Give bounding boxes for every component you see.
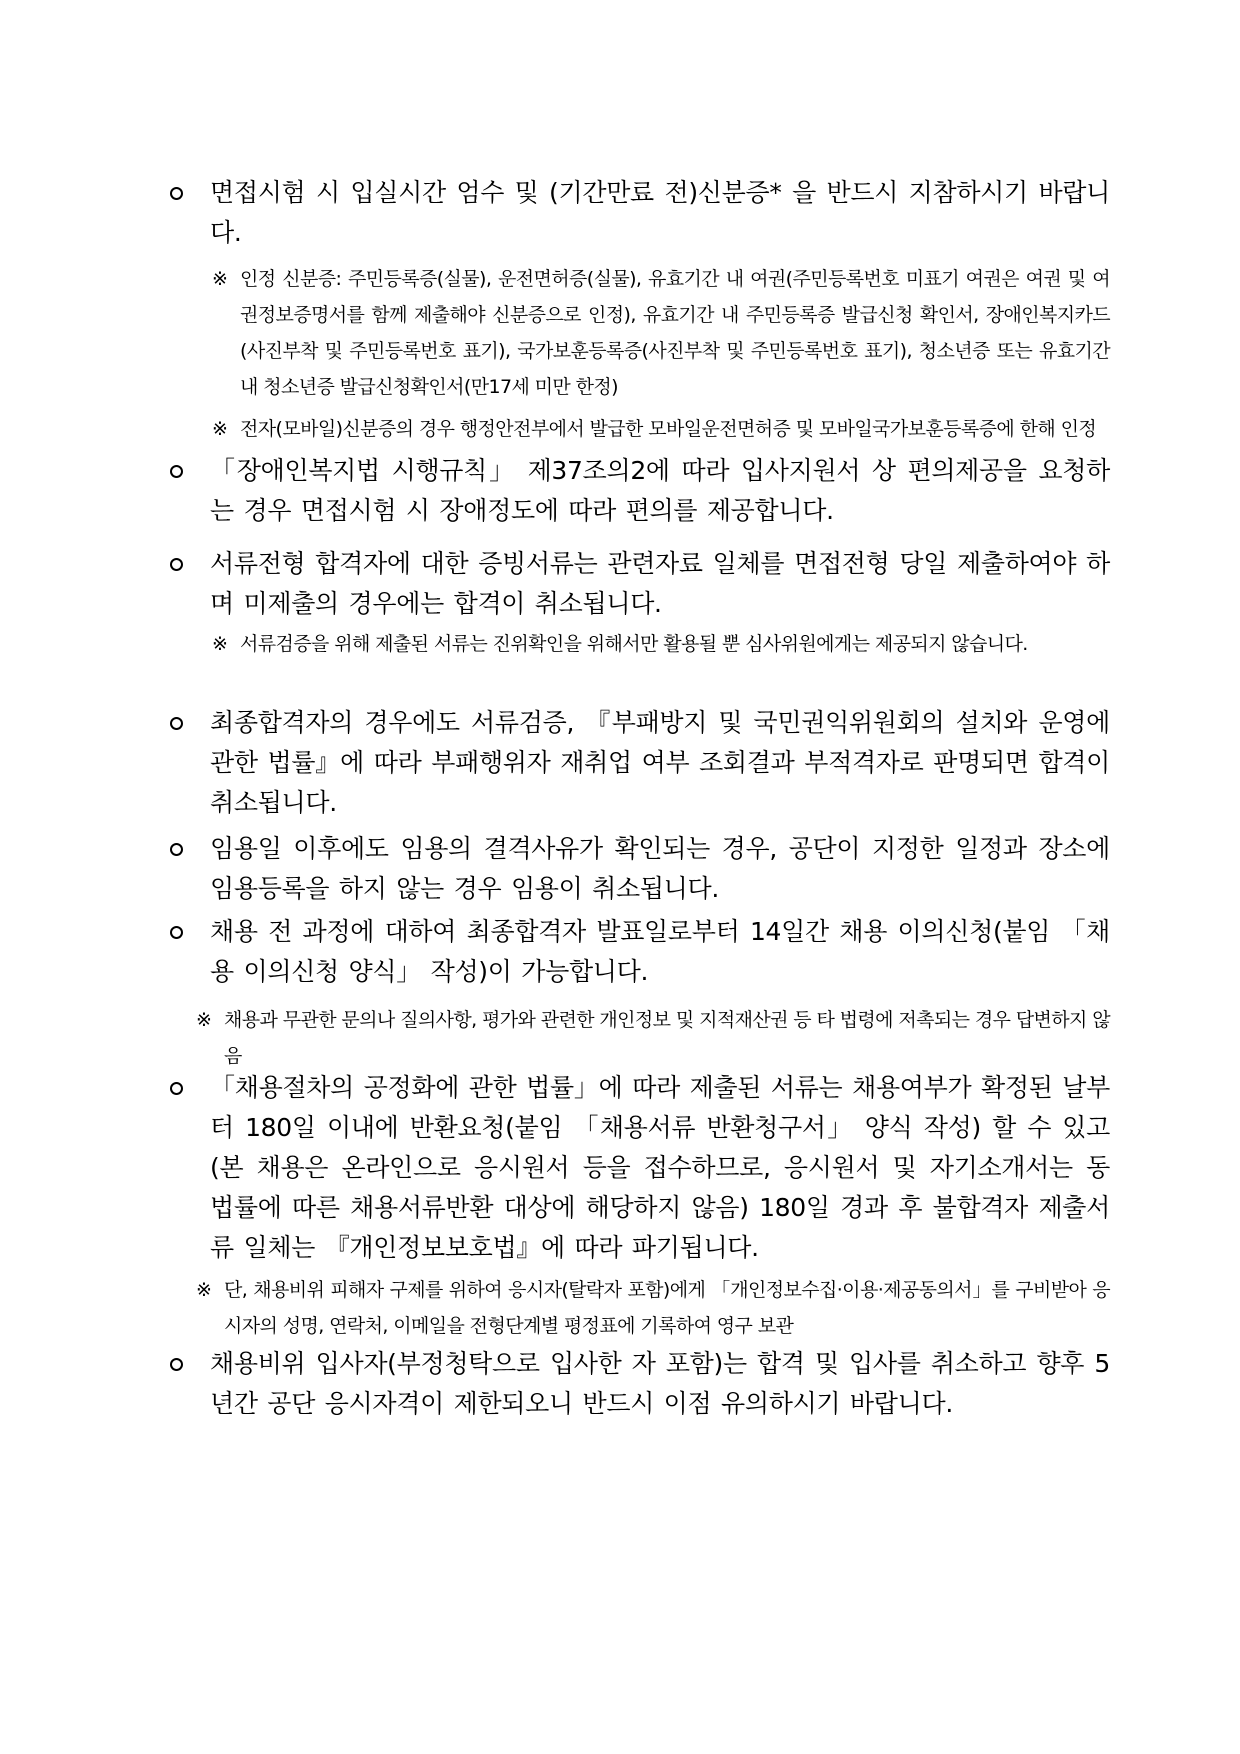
note-text: 채용과 무관한 문의나 질의사항, 평가와 관련한 개인정보 및 지적재산권 등 타 법령에 저촉되는 경우 답변하지 않음 bbox=[224, 1009, 1110, 1067]
note bbox=[196, 1002, 1110, 1074]
list-item bbox=[170, 1344, 1110, 1424]
circle-bullet-icon bbox=[170, 187, 183, 200]
list-item bbox=[170, 1068, 1110, 1344]
circle-bullet-icon bbox=[170, 1358, 183, 1371]
note bbox=[212, 626, 1110, 662]
circle-bullet-icon bbox=[170, 717, 183, 730]
item-text: 「채용절차의 공정화에 관한 법률」에 따라 제출된 서류는 채용여부가 확정된 날부터 180일 이내에 반환요청(붙임 「채용서류 반환청구서」 양식 작성) 할 수 있고(본 채용은 온라인으로 응시원서 등을 접수하므로, 응시원서 및 자기소개서는 동 법률에 따른 채용서류반환 대상에 해당하지 않음) 180일 경과 후 불합격자 제출서류 일체는 『개인정보보호법』에 따라 파기됩니다. bbox=[210, 1073, 1110, 1262]
list-item bbox=[170, 912, 1110, 1074]
note bbox=[212, 411, 1110, 447]
reference-mark-icon: ※ bbox=[212, 633, 228, 655]
list-item bbox=[170, 173, 1110, 447]
note-text: 서류검증을 위해 제출된 서류는 진위확인을 위해서만 활용될 뿐 심사위원에게는 제공되지 않습니다. bbox=[240, 633, 1028, 655]
reference-mark-icon: ※ bbox=[212, 268, 228, 290]
list-item bbox=[170, 829, 1110, 909]
note-text: 전자(모바일)신분증의 경우 행정안전부에서 발급한 모바일운전면허증 및 모바일국가보훈등록증에 한해 인정 bbox=[240, 418, 1097, 440]
item-text: 채용비위 입사자(부정청탁으로 입사한 자 포함)는 합격 및 입사를 취소하고 향후 5년간 공단 응시자격이 제한되오니 반드시 이점 유의하시기 바랍니다. bbox=[210, 1349, 1110, 1418]
list-item bbox=[170, 544, 1110, 662]
circle-bullet-icon bbox=[170, 1082, 183, 1095]
list-item bbox=[170, 451, 1110, 531]
item-text: 「장애인복지법 시행규칙」 제37조의2에 따라 입사지원서 상 편의제공을 요청하는 경우 면접시험 시 장애정도에 따라 편의를 제공합니다. bbox=[210, 456, 1110, 525]
circle-bullet-icon bbox=[170, 843, 183, 856]
item-text: 면접시험 시 입실시간 엄수 및 (기간만료 전)신분증* 을 반드시 지참하시기 바랍니다. bbox=[210, 178, 1110, 247]
note-text: 단, 채용비위 피해자 구제를 위하여 응시자(탈락자 포함)에게 「개인정보수집·이용·제공동의서」를 구비받아 응시자의 성명, 연락처, 이메일을 전형단계별 평정표에 기록하여 영구 보관 bbox=[224, 1279, 1110, 1337]
circle-bullet-icon bbox=[170, 926, 183, 939]
reference-mark-icon: ※ bbox=[196, 1009, 212, 1031]
list-item bbox=[170, 703, 1110, 823]
note-text: 인정 신분증: 주민등록증(실물), 운전면허증(실물), 유효기간 내 여권(주민등록번호 미표기 여권은 여권 및 여권정보증명서를 함께 제출해야 신분증으로 인정), 유효기간 내 주민등록증 발급신청 확인서, 장애인복지카드(사진부착 및 주민등록번호 표기), 국가보훈등록증(사진부착 및 주민등록번호 표기), 청소년증 또는 유효기간 내 청소년증 발급신청확인서(만17세 미만 한정) bbox=[240, 268, 1110, 398]
item-text: 서류전형 합격자에 대한 증빙서류는 관련자료 일체를 면접전형 당일 제출하여야 하며 미제출의 경우에는 합격이 취소됩니다. bbox=[210, 549, 1110, 618]
note bbox=[196, 1272, 1110, 1344]
item-text: 최종합격자의 경우에도 서류검증, 『부패방지 및 국민권익위원회의 설치와 운영에 관한 법률』에 따라 부패행위자 재취업 여부 조회결과 부적격자로 판명되면 합격이 취소됩니다. bbox=[210, 708, 1110, 817]
circle-bullet-icon bbox=[170, 558, 183, 571]
note bbox=[212, 261, 1110, 405]
circle-bullet-icon bbox=[170, 465, 183, 478]
item-text: 임용일 이후에도 임용의 결격사유가 확인되는 경우, 공단이 지정한 일정과 장소에 임용등록을 하지 않는 경우 임용이 취소됩니다. bbox=[210, 834, 1110, 903]
reference-mark-icon: ※ bbox=[212, 418, 228, 440]
reference-mark-icon: ※ bbox=[196, 1279, 212, 1301]
item-text: 채용 전 과정에 대하여 최종합격자 발표일로부터 14일간 채용 이의신청(붙임 「채용 이의신청 양식」 작성)이 가능합니다. bbox=[210, 917, 1110, 986]
